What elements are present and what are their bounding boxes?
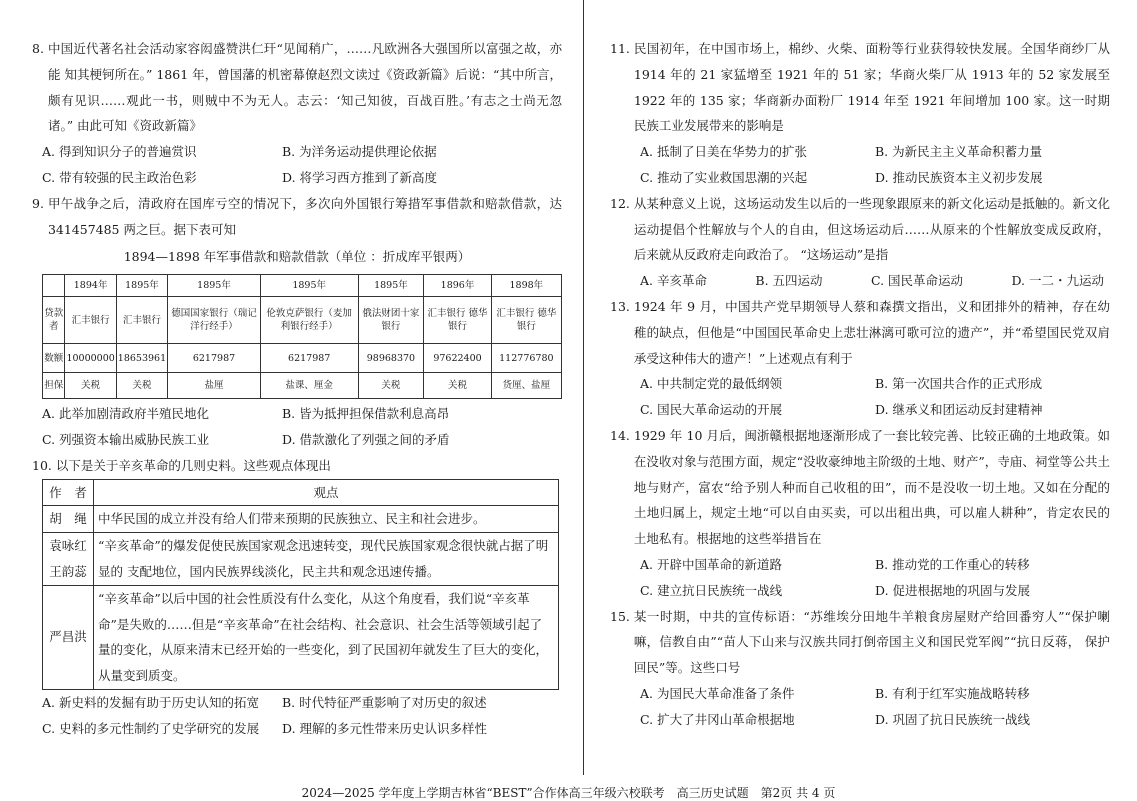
table-cell: 数额 [43,344,65,373]
option-d: D. 继承义和团运动反封建精神 [875,402,1043,418]
table-cell: 18653961 [116,344,167,373]
question-number: 11. [610,41,630,56]
left-column [32,36,562,742]
question-stem: 以下是关于辛亥革命的几则史料。这些观点体现出 [55,457,331,473]
question-number: 14. [610,427,630,443]
view-cell: 中华民国的成立并没有给人们带来预期的民族独立、民主和社会进步。 [94,506,559,533]
option-b: B. 有利于红军实施战略转移 [875,685,1030,701]
view-cell: “辛亥革命”的爆发促使民族国家观念迅速转变，现代民族国家观念很快就占据了明显的 支配地位，国内民族界线淡化，民主共和观念迅速传播。 [94,533,559,586]
option-b: B. 为洋务运动提供理论依据 [282,144,437,160]
table-cell: 汇丰银行 [65,297,116,344]
option-c: C. 带有较强的民主政治色彩 [42,169,197,185]
question-stem: 1924 年 9 月，中国共产党早期领导人蔡和森撰文指出，义和团排外的精神，存在幼稚的缺点，但他是“中国国民革命史上悲壮淋漓可歌可泣的遗产”，并“希望国民党双肩 承受这种伟大的遗产！”上述观点有利于 [633,298,1110,366]
table-cell: 1895年 [358,275,424,297]
table-cell: 1895年 [116,275,167,297]
option-b: B. 第一次国共合作的正式形成 [875,376,1043,392]
table-row [43,506,559,533]
header-author: 作 者 [43,479,94,506]
question-8 [32,36,562,191]
question-stem: 从某种意义上说，这场运动发生以后的一些现象跟原来的新文化运动是抵触的。新文化运动提倡个性解放与个人的自由，但这场运动后……从原来的个性解放变成反政府， 后来就从反政府走向政治了。 “这场运动”是指 [633,195,1110,263]
page-footer: 2024—2025 学年度上学期吉林省“BEST”合作体高三年级六校联考 高三历史试题 第2页 共 4 页 [301,786,836,800]
table-row [43,533,559,586]
table-cell: 6217987 [260,344,358,373]
question-number: 12. [610,195,630,211]
option-a: A. 为国民大革命准备了条件 [640,685,795,701]
table-cell: 1895年 [168,275,261,297]
option-d: D. 促进根据地的巩固与发展 [875,582,1031,598]
table-cell: 伦敦克萨银行（麦加利银行经手） [260,297,358,344]
table-cell: 汇丰银行 德华银行 [424,297,491,344]
question-number: 8. [32,41,44,56]
option-d: D. 巩固了抗日民族统一战线 [875,711,1031,727]
option-c: C. 列强资本输出威胁民族工业 [42,431,210,447]
author-cell: 严昌洪 [43,585,94,689]
question-stem: 1929 年 10 月后，闽浙赣根据地逐渐形成了一套比较完善、比较正确的土地政策。如在没收对象与范围方面，规定“没收豪绅地主阶级的土地、财产”，寺庙、祠堂等公共土 地与财产，富农“给予别人种而自己收租的田”，而不是没收一切土地。又如在分配的 土地归属上，规定土地“可以自由买卖，可以出租出典，可以雇人耕种”，肯定农民的 土地私有。根据地的这些举措旨在 [633,427,1110,547]
question-10 [32,453,562,742]
table-cell: 关税 [424,373,491,399]
question-11 [610,36,1110,191]
table-cell: 关税 [65,373,116,399]
question-stem: 甲午战争之后，清政府在国库亏空的情况下，多次向外国银行筹措军事借款和赔款借款，达 341457485 两之巨。据下表可知 [47,195,562,237]
table-row-lenders [43,297,562,344]
table-cell: 担保 [43,373,65,399]
header-view: 观点 [94,479,559,506]
option-a: A. 新史料的发掘有助于历史认知的拓宽 [42,694,259,710]
author-cell: 胡 绳 [43,506,94,533]
table-cell: 德国国家银行（瑞记洋行经手） [168,297,261,344]
option-d: D. 借款激化了列强之间的矛盾 [282,431,450,447]
author-cell: 袁咏红 王韵蕊 [43,533,94,586]
table-cell: 贷款者 [43,297,65,344]
table-cell [43,275,65,297]
table-row-years [43,275,562,297]
question-13 [610,294,1110,423]
option-b: B. 时代特征严重影响了对历史的叙述 [282,694,487,710]
option-c: C. 国民革命运动 [870,273,964,289]
table-row-amounts [43,344,562,373]
question-number: 13. [610,298,630,314]
table-cell: 汇丰银行 德华银行 [491,297,561,344]
table-cell: 俄法财团十家银行 [358,297,424,344]
option-d: D. 将学习西方推到了新高度 [282,169,438,185]
viewpoint-table [42,479,559,690]
option-a: A. 辛亥革命 [640,273,707,289]
option-b: B. 皆为抵押担保借款利息高昂 [282,406,450,422]
option-b: B. 为新民主主义革命积蓄力量 [875,144,1043,160]
table-cell: 6217987 [168,344,261,373]
loan-table [42,274,562,399]
option-c: C. 国民大革命运动的开展 [640,402,783,418]
table-cell: 货厘、盐厘 [491,373,561,399]
option-a: A. 得到知识分子的普遍赏识 [42,144,197,160]
table-cell: 98968370 [358,344,424,373]
question-number: 9. [32,195,44,211]
table-cell: 1898年 [491,275,561,297]
option-a: A. 抵制了日美在华势力的扩张 [640,144,807,160]
option-c: C. 建立抗日民族统一战线 [640,582,783,598]
table-cell: 关税 [358,373,424,399]
question-number: 10. [32,457,52,473]
question-stem: 某一时期，中共的宣传标语：“苏维埃分田地牛羊粮食房屋财产给回番穷人”“保护喇嘛，信教自由”“苗人下山来与汉族共同打倒帝国主义和国民党军阀”“抗日反蒋， 保护回民”等。这些口号 [633,608,1110,676]
option-a: A. 开辟中国革命的新道路 [640,556,782,572]
table-cell: 10000000 [65,344,116,373]
table-row-securities [43,373,562,399]
option-d: D. 推动民族资本主义初步发展 [875,169,1043,185]
table-cell: 1896年 [424,275,491,297]
question-number: 15. [610,608,630,624]
table-cell: 112776780 [491,344,561,373]
table-title: 1894—1898 年军事借款和赔款借款（单位 ：折成库平银两） [123,249,471,265]
table-cell: 关税 [116,373,167,399]
question-stem: 民国初年，在中国市场上，棉纱、火柴、面粉等行业获得较快发展。全国华商纱厂从 1914 年的 21 家猛增至 1921 年的 51 家；华商火柴厂从 1913 年的 52 家发展至 1922 年的 135 家；华商新办面粉厂 1914 年至 1921 年间增加 100 家。这一时期民族工业发展带来的影响是 [633,41,1110,134]
table-cell: 盐课、厘金 [260,373,358,399]
option-a: A. 此举加剧清政府半殖民地化 [42,406,209,422]
option-b: B. 五四运动 [755,273,823,289]
table-cell: 盐厘 [168,373,261,399]
option-b: B. 推动党的工作重心的转移 [875,556,1030,572]
question-14 [610,423,1110,604]
question-15 [610,604,1110,733]
option-c: C. 扩大了井冈山革命根据地 [640,711,795,727]
table-header-row [43,479,559,506]
table-cell: 1894年 [65,275,116,297]
question-12 [610,191,1110,294]
right-column [610,36,1110,733]
option-c: C. 推动了实业救国思潮的兴起 [640,169,808,185]
option-a: A. 中共制定党的最低纲领 [640,376,782,392]
table-cell: 1895年 [260,275,358,297]
question-stem: 中国近代著名社会活动家容闳盛赞洪仁玕“见闻稍广，……凡欧洲各大强国所以富强之故，亦能 知其梗钶所在。” 1861 年，曾国藩的机密幕僚赵烈文读过《资政新篇》后说：“其中所言，颇有见识……观此一书，则贼中不为无人。志云：‘知己知彼，百战百胜。’有志之士尚无忽诸。” 由此可知《资政新篇》 [47,41,562,134]
table-cell: 97622400 [424,344,491,373]
column-divider [583,0,584,775]
view-cell: “辛亥革命”以后中国的社会性质没有什么变化，从这个角度看，我们说“辛亥革命”是失败的……但是“辛亥革命”在社会结构、社会意识、社会生活等领域引起了量的变化，从原来清末已经开始的一些变化，到了民国初年就发生了巨大的变化，从量变到质变。 [94,585,559,689]
table-cell: 汇丰银行 [116,297,167,344]
table-row [43,585,559,689]
option-c: C. 史料的多元性制约了史学研究的发展 [42,720,260,736]
option-d: D. 一二・九运动 [1011,273,1104,289]
question-9 [32,191,562,453]
option-d: D. 理解的多元性带来历史认识多样性 [282,720,488,736]
